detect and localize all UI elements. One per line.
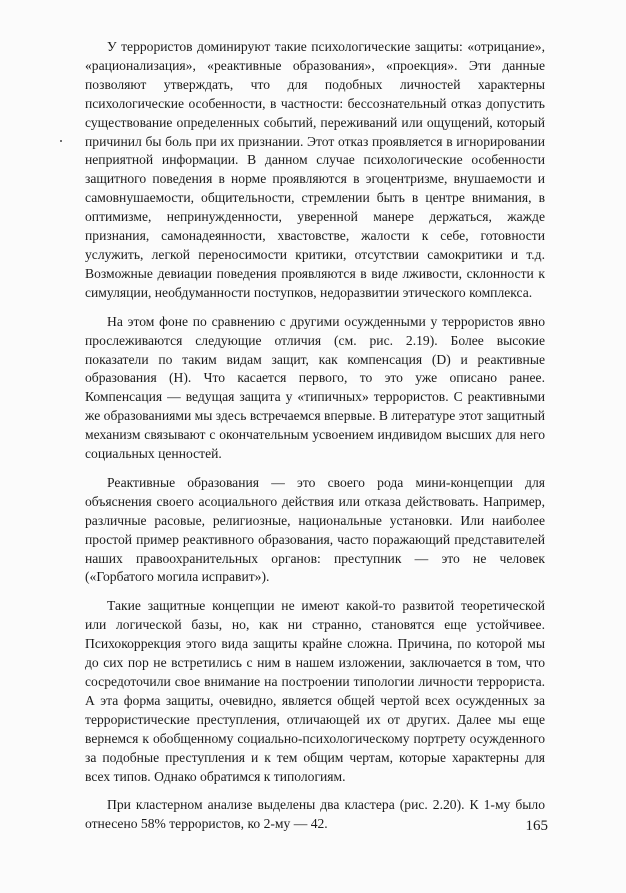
scan-speck [60, 140, 62, 142]
paragraph-5: При кластерном анализе выделены два кластера (рис. 2.20). К 1-му было отнесено 58% террористов, ко 2-му — 42. [85, 797, 545, 832]
body-text [85, 38, 545, 844]
paragraph-2: На этом фоне по сравнению с другими осужденными у террористов явно прослеживаются следующие отличия (см. рис. 2.19). Более высокие показатели по таким видам защит, как компенсация (D) и реактивные образования (Н). Что касается первого, то это уже описано ранее. Компенсация — ведущая защита у «типичных» террористов. С реактивными же образованиями мы здесь встречаемся впервые. В литературе этот защитный механизм связывают с окончательным усвоением индивидом высших для него социальных ценностей. [85, 313, 545, 462]
paragraph-4: Такие защитные концепции не имеют какой-то развитой теоретической или логической базы, но, как ни странно, становятся еще устойчивее. Психокоррекция этого вида защиты крайне сложна. Причина, по которой мы до сих пор не встретились с ним в нашем изложении, заключается в том, что сосредоточили свое внимание на построении типологии личности террориста. А эта форма защиты, очевидно, является общей чертой всех осужденных за террористические преступления, отличающей их от других. Далее мы еще вернемся к обобщенному социально-психологическому портрету осужденного за подобные преступления и к тем общим чертам, которые характерны для всех типов. Однако обратимся к типологиям. [85, 598, 545, 784]
paragraph-3: Реактивные образования — это своего рода мини-концепции для объяснения своего асоциального действия или отказа действовать. Например, различные расовые, религиозные, национальные установки. Или наиболее простой пример реактивного образования, часто поражающий представителей наших правоохранительных органов: преступник — это не человек («Горбатого могила исправит»). [85, 474, 545, 585]
paragraph-1: У террористов доминируют такие психологические защиты: «отрицание», «рационализация», «реактивные образования», «проекция». Эти данные позволяют утверждать, что для подобных личностей характерны психологические особенности, в частности: бессознательный отказ допустить существование определенных событий, переживаний или ощущений, который причинил бы боль при их признании. Этот отказ проявляется в игнорировании неприятной информации. В данном случае психологические особенности защитного поведения в норме проявляются в эгоцентризме, внушаемости и самовнушаемости, общительности, стремлении быть в центре внимания, в оптимизме, непринужденности, уверенной манере держаться, жажде признания, самонадеянности, хвастовстве, жалости к себе, готовности услужить, легкой переносимости критики, отсутствии самокритики и т.д. Возможные девиации поведения проявляются в виде лживости, склонности к симуляции, необдуманности поступков, недоразвитии этического комплекса. [85, 39, 545, 300]
page-number: 165 [525, 818, 548, 834]
